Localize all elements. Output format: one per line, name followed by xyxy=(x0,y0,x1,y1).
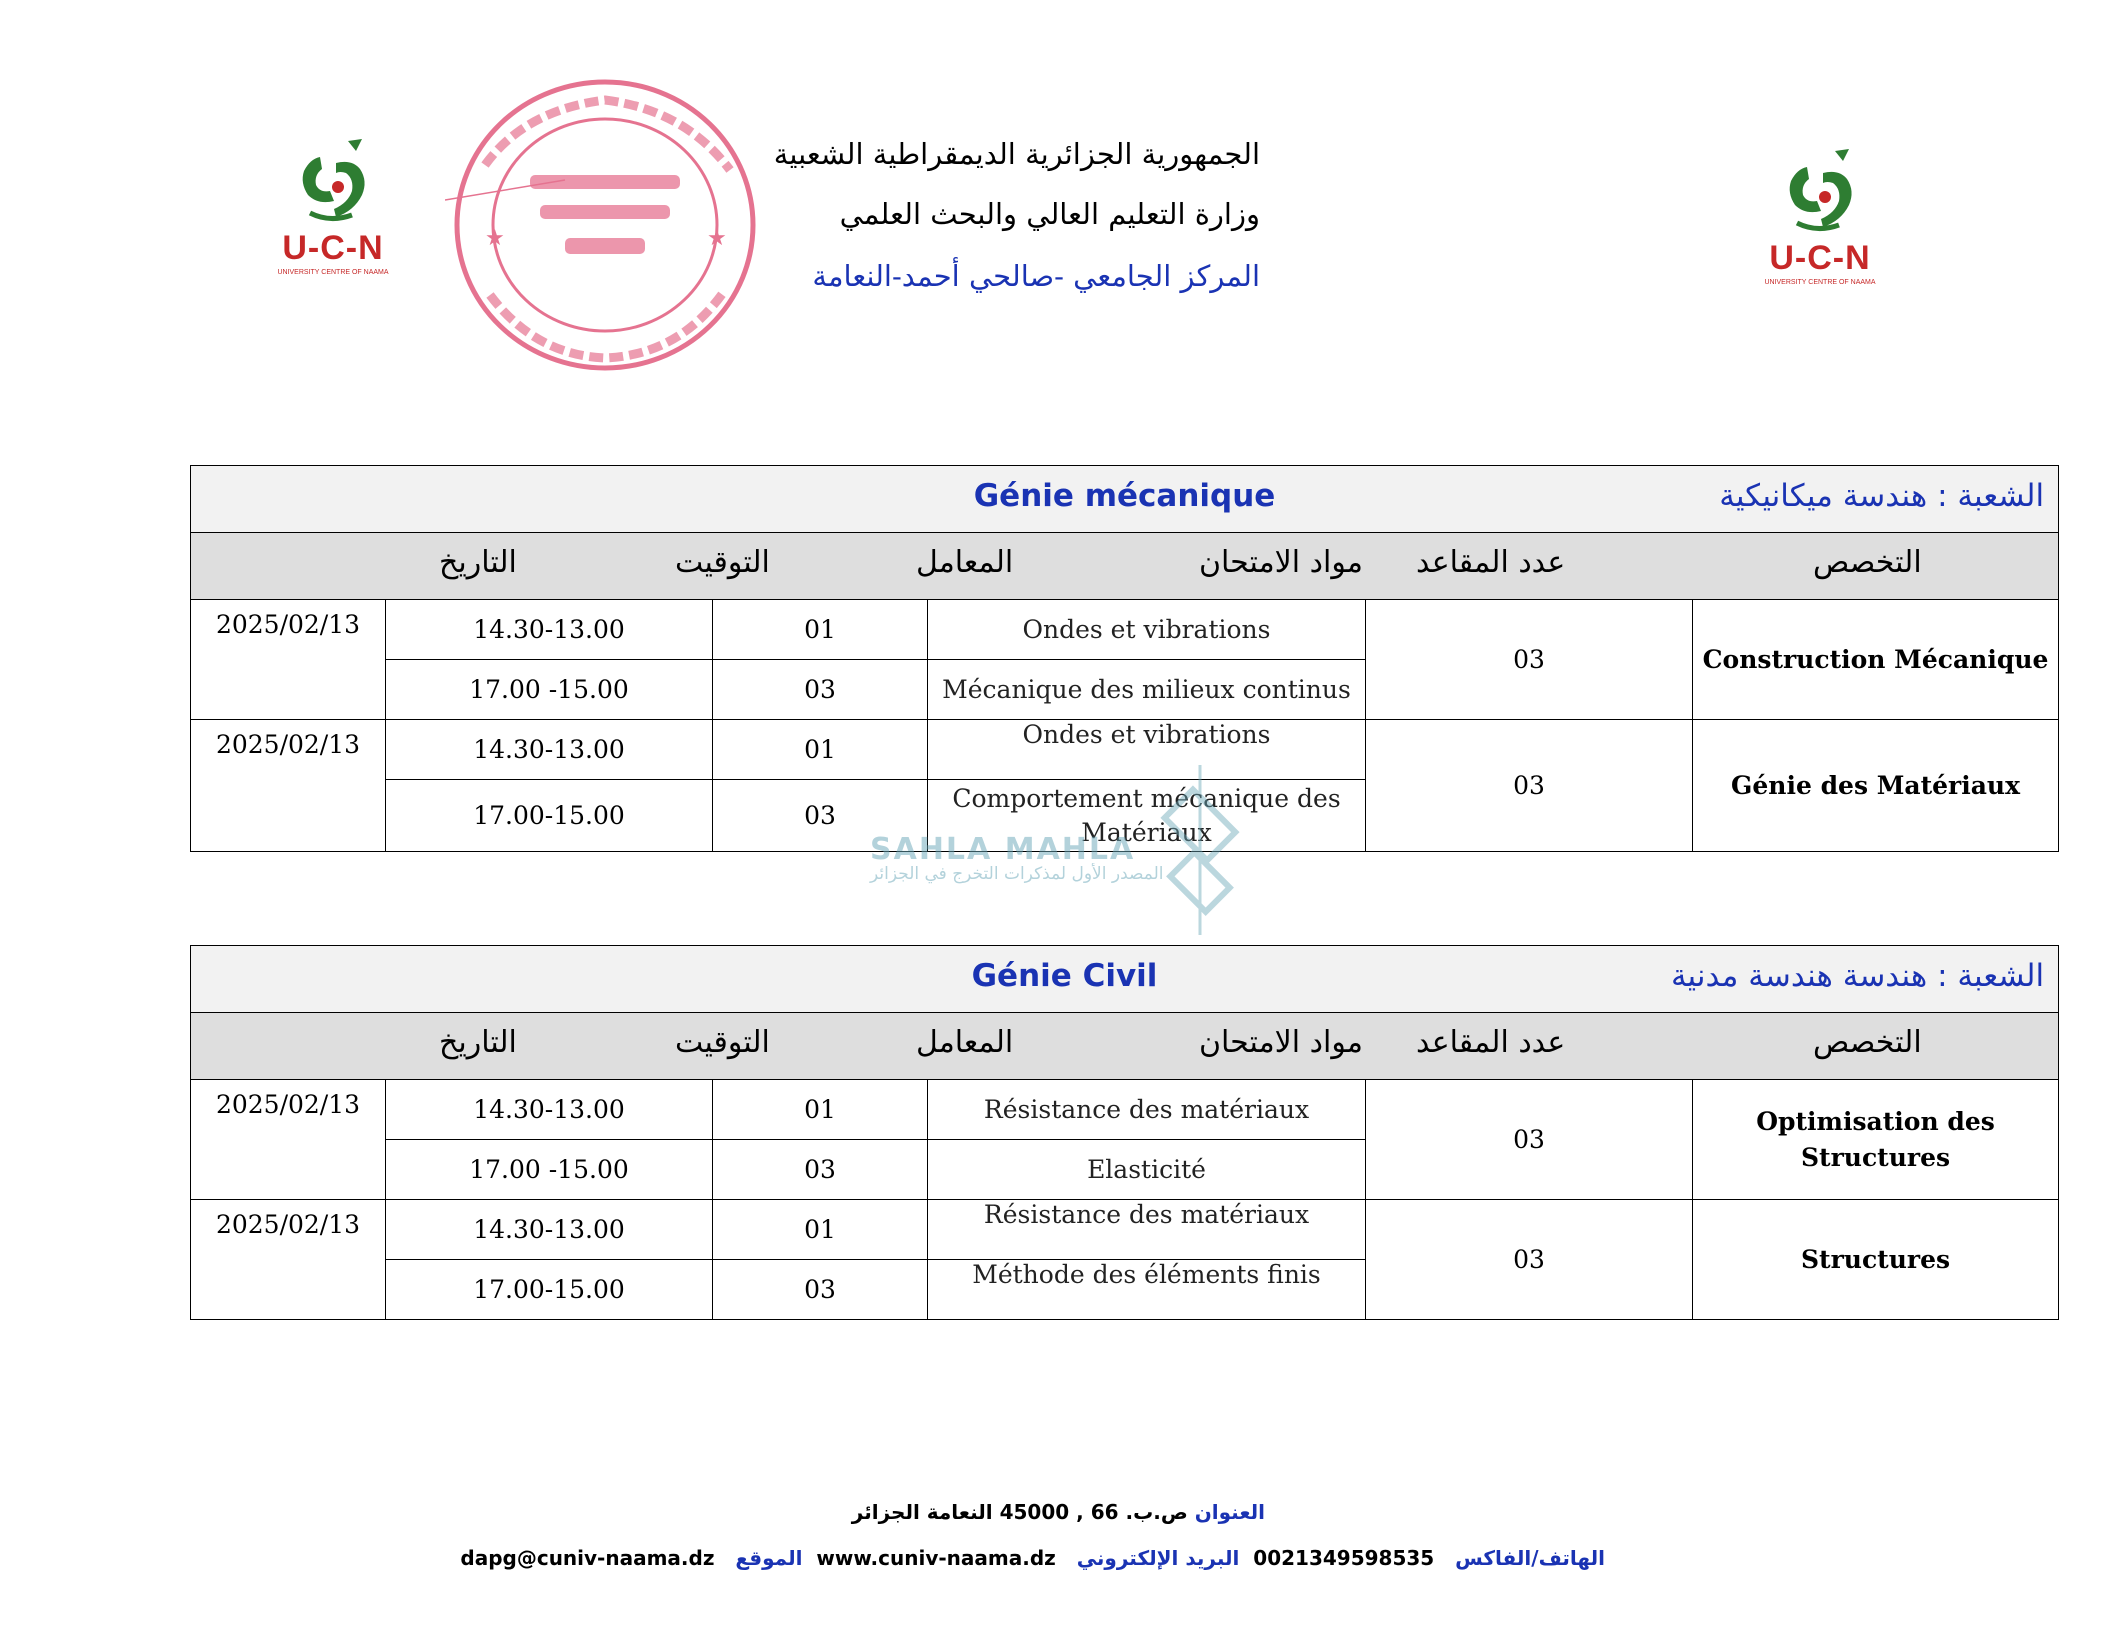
section-title-ar: الشعبة : هندسة ميكانيكية xyxy=(1719,478,2045,514)
table-row xyxy=(191,1200,2059,1260)
watermark-name: SAHLA MAHLA xyxy=(870,832,1136,867)
column-header-row xyxy=(191,1013,2059,1080)
seats-count: 03 xyxy=(1366,720,1693,852)
exam-subject: Elasticité xyxy=(928,1140,1366,1200)
table-row xyxy=(191,1080,2059,1140)
svg-text:★: ★ xyxy=(707,226,727,251)
exam-coef: 01 xyxy=(713,1200,928,1260)
exam-time: 17.00-15.00 xyxy=(386,1260,713,1320)
ucn-logo-right xyxy=(1755,145,1885,295)
logo-text: U-C-N xyxy=(282,229,384,267)
logo-subtitle: UNIVERSITY CENTRE OF NAAMA xyxy=(277,269,389,276)
exam-subject: Méthode des éléments finis xyxy=(928,1260,1366,1320)
exam-subject: Résistance des matériaux xyxy=(928,1200,1366,1260)
exam-coef: 01 xyxy=(713,1080,928,1140)
column-header-specialty: التخصص xyxy=(1813,545,1922,580)
footer-address xyxy=(852,1500,1265,1524)
exam-coef: 03 xyxy=(713,1260,928,1320)
exam-date: 2025/02/13 xyxy=(191,1200,386,1320)
column-header-row xyxy=(191,533,2059,600)
exam-subject: Mécanique des milieux continus xyxy=(928,660,1366,720)
seats-count: 03 xyxy=(1366,1080,1693,1200)
exam-time: 17.00 -15.00 xyxy=(386,1140,713,1200)
exam-subject: Comportement mécanique des Matériaux xyxy=(928,780,1366,852)
footer-contacts xyxy=(460,1546,1605,1570)
exam-table-civil xyxy=(190,945,2059,1320)
column-header-coef: المعامل xyxy=(916,545,1014,580)
column-header-date: التاريخ xyxy=(439,545,517,580)
header-university-center: المركز الجامعي -صالحي أحمد-النعامة xyxy=(812,259,1260,293)
column-header-coef: المعامل xyxy=(916,1025,1014,1060)
footer-phone-value: 0021349598535 xyxy=(1253,1546,1435,1570)
exam-time: 14.30-13.00 xyxy=(386,600,713,660)
exam-time: 17.00 -15.00 xyxy=(386,660,713,720)
exam-coef: 01 xyxy=(713,720,928,780)
table-row xyxy=(191,600,2059,660)
ucn-logo-mark-icon xyxy=(290,135,380,225)
watermark-tagline: المصدر الأول لمذكرات التخرج في الجزائر xyxy=(870,864,1164,884)
section-title-row xyxy=(191,946,2059,1013)
section-title-ar: الشعبة : هندسة هندسة مدنية xyxy=(1670,958,2045,994)
footer-address-value: ص.ب. 66 , 45000 النعامة الجزائر xyxy=(851,1500,1188,1524)
column-header-specialty: التخصص xyxy=(1813,1025,1922,1060)
exam-time: 14.30-13.00 xyxy=(386,720,713,780)
footer-phone-label: الهاتف/الفاكس xyxy=(1455,1546,1605,1570)
specialty-name: Génie des Matériaux xyxy=(1693,720,2059,852)
exam-coef: 03 xyxy=(713,660,928,720)
section-title-row xyxy=(191,466,2059,533)
section-title-fr: Génie Civil xyxy=(971,958,1158,994)
exam-subject: Ondes et vibrations xyxy=(928,600,1366,660)
footer-email-label: البريد الإلكتروني xyxy=(1076,1546,1240,1570)
specialty-name: Optimisation des Structures xyxy=(1693,1080,2059,1200)
exam-date: 2025/02/13 xyxy=(191,1080,386,1200)
exam-coef: 01 xyxy=(713,600,928,660)
specialty-name: Structures xyxy=(1693,1200,2059,1320)
footer-email-value[interactable]: dapg@cuniv-naama.dz xyxy=(460,1546,715,1570)
exam-coef: 03 xyxy=(713,780,928,852)
exam-time: 17.00-15.00 xyxy=(386,780,713,852)
seats-count: 03 xyxy=(1366,1200,1693,1320)
svg-text:★: ★ xyxy=(485,226,505,251)
footer-address-label: العنوان xyxy=(1194,1500,1265,1524)
section-title-fr: Génie mécanique xyxy=(973,478,1276,514)
exam-subject: Ondes et vibrations xyxy=(928,720,1366,780)
column-header-seats: عدد المقاعد xyxy=(1416,1025,1566,1060)
header-ministry: وزارة التعليم العالي والبحث العلمي xyxy=(839,197,1260,231)
logo-subtitle: UNIVERSITY CENTRE OF NAAMA xyxy=(1764,279,1876,286)
footer-site-label: الموقع xyxy=(735,1546,803,1570)
exam-date: 2025/02/13 xyxy=(191,720,386,852)
header-republic: الجمهورية الجزائرية الديمقراطية الشعبية xyxy=(773,137,1260,171)
column-header-subjects: مواد الامتحان xyxy=(1199,545,1363,580)
specialty-name: Construction Mécanique xyxy=(1693,600,2059,720)
column-header-time: التوقيت xyxy=(675,545,770,580)
footer-site-value[interactable]: www.cuniv-naama.dz xyxy=(816,1546,1056,1570)
exam-subject: Résistance des matériaux xyxy=(928,1080,1366,1140)
seats-count: 03 xyxy=(1366,600,1693,720)
exam-date: 2025/02/13 xyxy=(191,600,386,720)
exam-coef: 03 xyxy=(713,1140,928,1200)
ucn-logo-left xyxy=(268,135,398,285)
column-header-subjects: مواد الامتحان xyxy=(1199,1025,1363,1060)
ucn-logo-mark-icon xyxy=(1777,145,1867,235)
exam-time: 14.30-13.00 xyxy=(386,1200,713,1260)
column-header-time: التوقيت xyxy=(675,1025,770,1060)
logo-text: U-C-N xyxy=(1769,239,1871,277)
official-stamp xyxy=(445,70,765,380)
exam-time: 14.30-13.00 xyxy=(386,1080,713,1140)
column-header-seats: عدد المقاعد xyxy=(1416,545,1566,580)
column-header-date: التاريخ xyxy=(439,1025,517,1060)
